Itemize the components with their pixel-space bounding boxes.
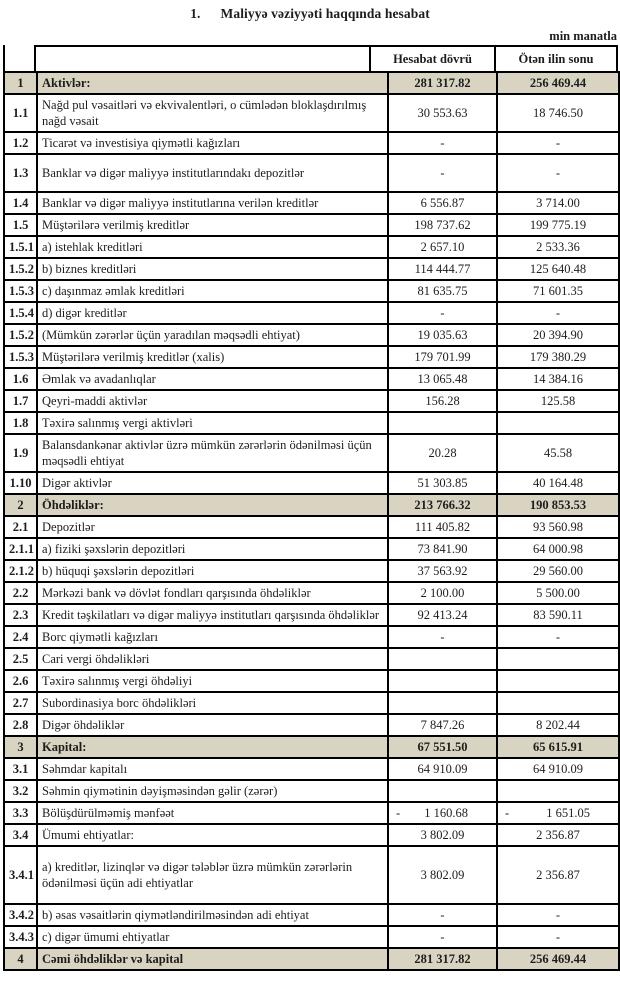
row-value-reporting-period: 73 841.90 [388,538,497,560]
row-number: 3.4.2 [4,904,37,926]
row-value-previous-year-end: 64 000.98 [497,538,619,560]
row-number: 1.3 [4,154,37,192]
row-number: 1.2 [4,132,37,154]
row-number: 2.7 [4,692,37,714]
row-label: Banklar və digər maliyyə institutlarına verilən kreditlər [37,192,388,214]
row-label: a) fiziki şəxslərin depozitləri [37,538,388,560]
row-label: Digər öhdəliklər [37,714,388,736]
row-value-reporting-period: - [388,626,497,648]
row-label: c) digər ümumi ehtiyatlar [37,926,388,948]
row-label: Cəmi öhdəliklər və kapital [37,948,388,970]
row-value-reporting-period: 51 303.85 [388,472,497,494]
row-value-reporting-period: 30 553.63 [388,94,497,132]
row-number: 2.1.1 [4,538,37,560]
row-value-previous-year-end: 190 853.53 [497,494,619,516]
row-number: 3.2 [4,780,37,802]
row-label: Subordinasiya borc öhdəlikləri [37,692,388,714]
row-label: Səhmdar kapitalı [37,758,388,780]
table-row [4,516,619,538]
row-value-reporting-period: 281 317.82 [388,72,497,94]
table-row [4,72,619,94]
table-row [4,258,619,280]
row-value-previous-year-end [497,412,619,434]
row-label: d) digər kreditlər [37,302,388,324]
row-label: (Mümkün zərərlər üçün yaradılan məqsədli ehtiyat) [37,324,388,346]
row-value-reporting-period [388,670,497,692]
row-value-previous-year-end [497,780,619,802]
row-label: c) daşınmaz əmlak kreditləri [37,280,388,302]
row-label: Ticarət və investisiya qiymətli kağızları [37,132,388,154]
row-label: Kredit təşkilatları və digər maliyyə institutları qarşısında öhdəliklər [37,604,388,626]
row-number: 2.3 [4,604,37,626]
row-number: 2.2 [4,582,37,604]
table-row [4,948,619,970]
row-value-reporting-period: 2 657.10 [388,236,497,258]
table-row [4,824,619,846]
table-row [4,390,619,412]
row-value-previous-year-end: - [497,926,619,948]
row-value-reporting-period: 3 802.09 [388,824,497,846]
row-value-previous-year-end: 18 746.50 [497,94,619,132]
column-header-reporting-period: Hesabat dövrü [369,45,496,71]
title-text: Maliyyə vəziyyəti haqqında hesabat [220,6,430,21]
row-value-reporting-period: 2 100.00 [388,582,497,604]
row-value-previous-year-end: 40 164.48 [497,472,619,494]
table-row [4,434,619,472]
table-row [4,494,619,516]
row-value-reporting-period: 37 563.92 [388,560,497,582]
column-header-previous-year-end: Ötən ilin sonu [496,45,618,71]
row-value-reporting-period [388,412,497,434]
row-number: 3.4 [4,824,37,846]
table-row [4,626,619,648]
row-label: b) hüquqi şəxslərin depozitləri [37,560,388,582]
table-row [4,132,619,154]
row-label: Müştərilərə verilmiş kreditlər [37,214,388,236]
row-number: 1.5.2 [4,324,37,346]
table-header-row [3,45,618,71]
row-number: 2.6 [4,670,37,692]
row-number: 2.5 [4,648,37,670]
row-value-reporting-period [388,692,497,714]
row-label: Bölüşdürülməmiş mənfəət [37,802,388,824]
table-row [4,94,619,132]
row-value-reporting-period: 13 065.48 [388,368,497,390]
row-value-previous-year-end: 256 469.44 [497,72,619,94]
row-label: a) istehlak kreditləri [37,236,388,258]
row-value-reporting-period: 281 317.82 [388,948,497,970]
table-row [4,280,619,302]
row-label: Nağd pul vəsaitləri və ekvivalentləri, o cümlədən bloklaşdırılmış nağd vəsait [37,94,388,132]
row-number: 4 [4,948,37,970]
row-label: Digər aktivlər [37,472,388,494]
row-value-reporting-period: 111 405.82 [388,516,497,538]
row-label: Qeyri-maddi aktivlər [37,390,388,412]
table-row [4,846,619,904]
row-value-previous-year-end: 29 560.00 [497,560,619,582]
row-value-previous-year-end: - [497,904,619,926]
row-value-reporting-period: 20.28 [388,434,497,472]
row-label: Ümumi ehtiyatlar: [37,824,388,846]
row-value-reporting-period: 198 737.62 [388,214,497,236]
row-number: 3 [4,736,37,758]
row-value-previous-year-end: 93 560.98 [497,516,619,538]
row-label: Əmlak və avadanlıqlar [37,368,388,390]
row-value-reporting-period: 179 701.99 [388,346,497,368]
header-cell-description [36,45,369,71]
table-row [4,670,619,692]
table-row [4,192,619,214]
row-number: 1.4 [4,192,37,214]
row-value-reporting-period: 7 847.26 [388,714,497,736]
negative-sign: - [396,806,401,820]
table-row [4,472,619,494]
table-row [4,582,619,604]
row-value-reporting-period: - [388,132,497,154]
row-value-previous-year-end: 179 380.29 [497,346,619,368]
row-number: 1.5.2 [4,258,37,280]
statement-table [3,45,618,971]
row-number: 1.5.3 [4,280,37,302]
row-value-previous-year-end: 2 356.87 [497,824,619,846]
row-value-previous-year-end: - [497,154,619,192]
row-value-previous-year-end: 2 356.87 [497,846,619,904]
row-value-reporting-period: 6 556.87 [388,192,497,214]
row-number: 1.5.4 [4,302,37,324]
row-value-previous-year-end: 8 202.44 [497,714,619,736]
table-row [4,758,619,780]
table-row [4,560,619,582]
row-value-previous-year-end: 14 384.16 [497,368,619,390]
row-value-previous-year-end: 125.58 [497,390,619,412]
row-value-previous-year-end [497,692,619,714]
table-row [4,412,619,434]
row-value-previous-year-end: 256 469.44 [497,948,619,970]
row-number: 1.5.3 [4,346,37,368]
row-value-reporting-period: 156.28 [388,390,497,412]
row-number: 3.3 [4,802,37,824]
row-label: b) əsas vəsaitlərin qiymətləndirilməsindən adi ehtiyat [37,904,388,926]
row-label: Depozitlər [37,516,388,538]
row-value-reporting-period: 213 766.32 [388,494,497,516]
row-label: Balansdankənar aktivlər üzrə mümkün zərərlərin ödənilməsi üçün məqsədli ehtiyat [37,434,388,472]
row-label: Mərkəzi bank və dövlət fondları qarşısında öhdəliklər [37,582,388,604]
row-number: 2.1.2 [4,560,37,582]
row-label: Təxirə salınmış vergi öhdəliyi [37,670,388,692]
table-row [4,346,619,368]
table-row [4,714,619,736]
row-number: 1.1 [4,94,37,132]
row-label: Banklar və digər maliyyə institutlarındakı depozitlər [37,154,388,192]
table-row [4,154,619,192]
row-value-previous-year-end: - 1 651.05 [497,802,619,824]
row-value-previous-year-end: 45.58 [497,434,619,472]
row-value-reporting-period: - [388,904,497,926]
header-cell-number [3,45,36,71]
table-row [4,926,619,948]
row-value-reporting-period [388,780,497,802]
table-row [4,604,619,626]
row-label: Öhdəliklər: [37,494,388,516]
row-number: 1.5 [4,214,37,236]
row-number: 3.4.3 [4,926,37,948]
row-label: Borc qiymətli kağızları [37,626,388,648]
row-label: b) biznes kreditləri [37,258,388,280]
row-value-reporting-period: - [388,154,497,192]
row-value-previous-year-end: 199 775.19 [497,214,619,236]
row-number: 2.1 [4,516,37,538]
row-label: Aktivlər: [37,72,388,94]
table-row [4,904,619,926]
row-value-previous-year-end [497,670,619,692]
table-row [4,736,619,758]
row-number: 3.1 [4,758,37,780]
page-title [0,0,620,22]
table-row [4,538,619,560]
row-label: a) kreditlər, lizinqlər və digər tələblər üzrə mümkün zərərlərin ödənilməsi üçün adi ehtiyatlar [37,846,388,904]
row-label: Təxirə salınmış vergi aktivləri [37,412,388,434]
table-row [4,802,619,824]
row-value-reporting-period: 92 413.24 [388,604,497,626]
row-value-previous-year-end [497,648,619,670]
row-value-previous-year-end: 125 640.48 [497,258,619,280]
table-row [4,236,619,258]
row-value-reporting-period: 67 551.50 [388,736,497,758]
row-value-previous-year-end: 65 615.91 [497,736,619,758]
row-number: 2.8 [4,714,37,736]
row-number: 1.6 [4,368,37,390]
table-row [4,302,619,324]
row-value-previous-year-end: 20 394.90 [497,324,619,346]
row-number: 1.7 [4,390,37,412]
row-value-previous-year-end: 83 590.11 [497,604,619,626]
row-value-previous-year-end: 5 500.00 [497,582,619,604]
row-value-previous-year-end: 3 714.00 [497,192,619,214]
table-row [4,324,619,346]
row-number: 1.5.1 [4,236,37,258]
row-number: 1.8 [4,412,37,434]
unit-label: min manatla [549,29,617,43]
row-value-reporting-period: - [388,926,497,948]
table-body [3,71,620,971]
row-value-reporting-period: 19 035.63 [388,324,497,346]
row-value-reporting-period: - [388,302,497,324]
row-value-reporting-period: - 1 160.68 [388,802,497,824]
row-value-previous-year-end: - [497,626,619,648]
row-label: Cari vergi öhdəlikləri [37,648,388,670]
row-value-reporting-period: 64 910.09 [388,758,497,780]
row-value-previous-year-end: 2 533.36 [497,236,619,258]
row-value-previous-year-end: - [497,132,619,154]
row-value-reporting-period: 81 635.75 [388,280,497,302]
title-number: 1. [190,6,201,21]
row-value-previous-year-end: - [497,302,619,324]
row-value-previous-year-end: 71 601.35 [497,280,619,302]
negative-sign: - [505,806,510,820]
row-number: 1.10 [4,472,37,494]
row-number: 3.4.1 [4,846,37,904]
row-value-previous-year-end: 64 910.09 [497,758,619,780]
row-value-reporting-period [388,648,497,670]
row-number: 1 [4,72,37,94]
table-row [4,214,619,236]
table-row [4,648,619,670]
row-number: 2 [4,494,37,516]
row-number: 1.9 [4,434,37,472]
row-label: Müştərilərə verilmiş kreditlər (xalis) [37,346,388,368]
row-label: Kapital: [37,736,388,758]
row-value-reporting-period: 3 802.09 [388,846,497,904]
table-row [4,692,619,714]
table-row [4,780,619,802]
row-value-reporting-period: 114 444.77 [388,258,497,280]
row-label: Səhmin qiymətinin dəyişməsindən gəlir (zərər) [37,780,388,802]
row-number: 2.4 [4,626,37,648]
table-row [4,368,619,390]
